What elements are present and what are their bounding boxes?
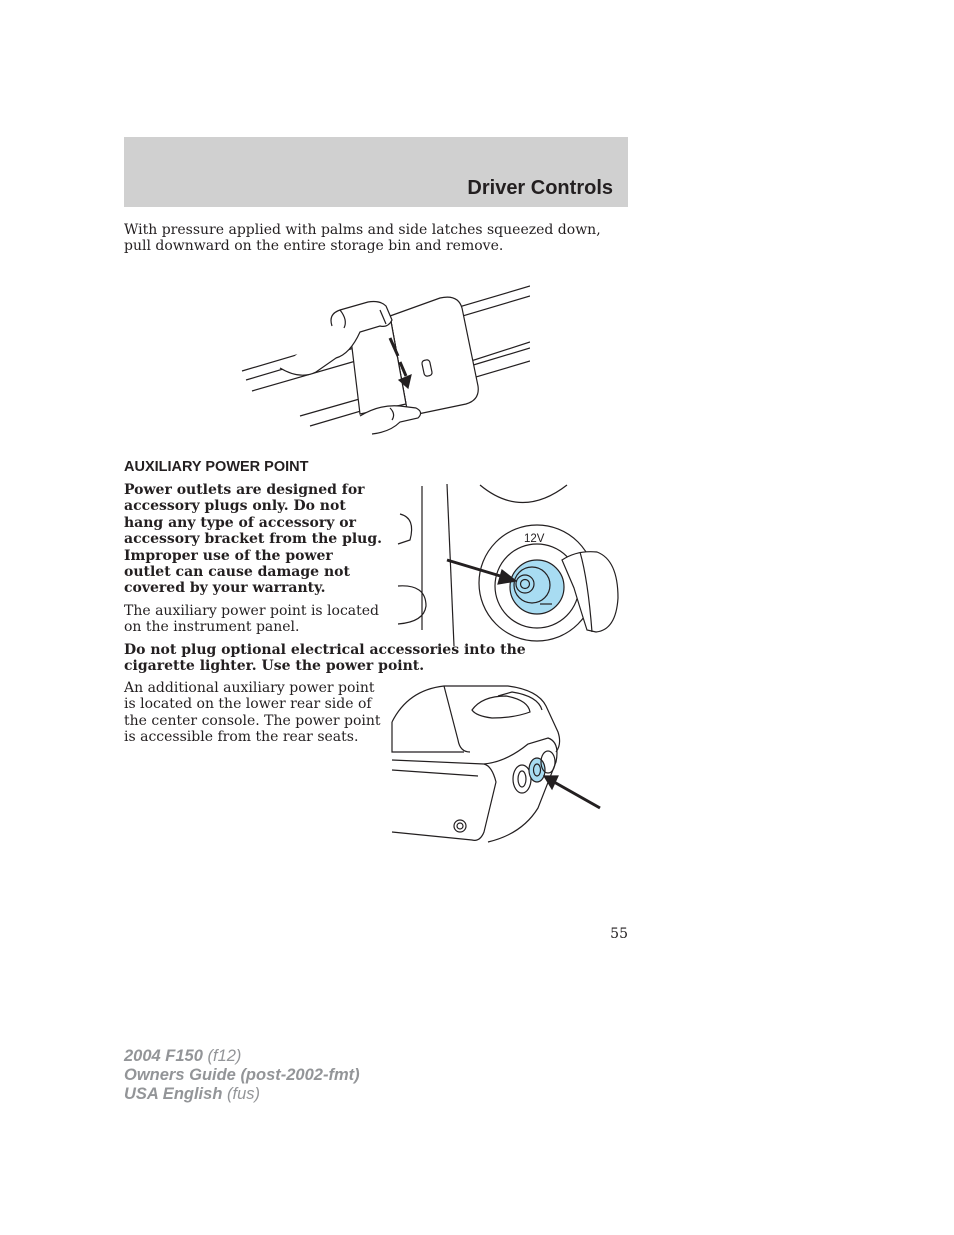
document-footer <box>124 1047 360 1104</box>
intro-text: With pressure applied with palms and side latches squeezed down, pull downward on the entire storage bin and remove. <box>124 222 601 255</box>
location-text-1: The auxiliary power point is located on the instrument panel. <box>124 603 380 636</box>
footer-line-2: Owners Guide (post-2002-fmt) <box>124 1066 360 1084</box>
header-band <box>124 137 628 207</box>
storage-bin-removal-illustration <box>240 276 530 436</box>
rear-console-outlet-illustration <box>388 682 608 847</box>
footer-line-1: 2004 F150 (f12) <box>124 1047 242 1065</box>
warning-text-1: Power outlets are designed for accessory plugs only. Do not hang any type of accessory or accessory bracket from the plug. Improper use of the power outlet can cause damage not covered by your warranty. <box>124 482 383 597</box>
page-title: Driver Controls <box>467 177 613 199</box>
warning-text-2: Do not plug optional electrical accessories into the cigarette lighter. Use the power point. <box>124 642 526 675</box>
footer-line-3: USA English (fus) <box>124 1085 260 1103</box>
power-point-label-12v: 12V <box>524 533 545 545</box>
power-point-outlet-illustration <box>392 480 624 650</box>
page-number: 55 <box>610 926 628 942</box>
location-text-2: An additional auxiliary power point is located on the lower rear side of the center console. The power point is accessible from the rear seats. <box>124 680 381 746</box>
section-heading: AUXILIARY POWER POINT <box>124 459 309 475</box>
